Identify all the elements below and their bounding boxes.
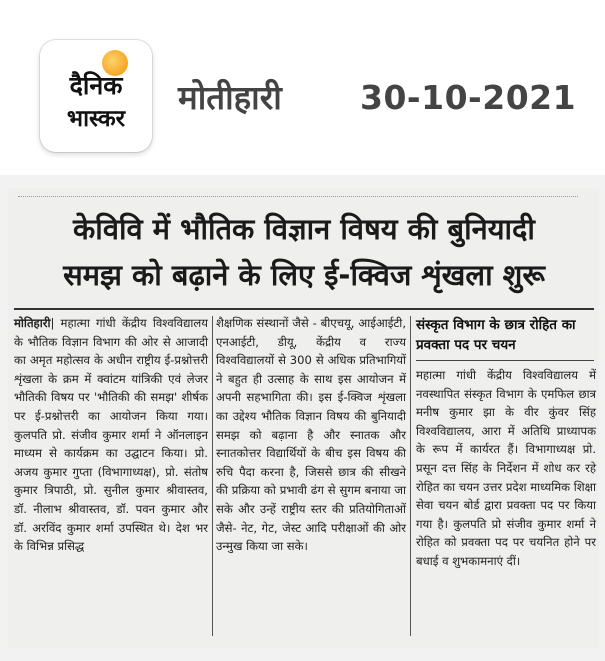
city-name: मोतीहारी [178, 78, 282, 117]
column-2-text: शैक्षणिक संस्थानों जैसे - बीएचयू, आईआईटी, एनआईटी, डीयू, केंद्रीय व राज्य विश्वविद्यालयों से 300 से अधिक प्रतिभागियों ने बहुत ही उत्साह के साथ इस आयोजन में अपनी सहभागिता की। इस ई-क्विज शृंखला का उद्देश्य भौतिक विज्ञान विषय की बुनियादी समझ को बढ़ाना है और स्नातक और स्नातकोत्तर विद्यार्थियों के बीच इस विषय की रुचि पैदा करना है, जिससे छात्र की सीखने की प्रक्रिया को प्रभावी ढंग से सुगम बनाया जा सके और उन्हें राष्ट्रीय स्तर की प्रतियोगिताओं जैसे- नेट, गेट, जेस्ट आदि परीक्षाओं की ओर उन्मुख किया जा सके। [216, 316, 406, 554]
column-divider-1 [212, 316, 213, 636]
column-divider-2 [410, 316, 411, 636]
side-article-text: महात्मा गांधी केंद्रीय विश्वविद्यालय में नवस्थापित संस्कृत विभाग के एमफिल छात्र मनीष कुमार झा के वीर कुंवर सिंह विश्वविद्यालय, आरा में अतिथि प्राध्यापक के रूप में कार्यरत हैं। विभागाध्यक्ष प्रो. प्रसून दत्त सिंह के निर्देशन में शोध कर रहे रोहित का चयन उत्तर प्रदेश माध्यमिक शिक्षा सेवा चयन बोर्ड द्वारा प्रवक्ता पद पर किया गया है। कुलपति प्रो संजीव कुमार शर्मा ने रोहित को प्रवक्ता पद पर चयनित होने पर बधाई व शुभकामनाएं दीं। [416, 368, 596, 568]
side-article-body [416, 366, 596, 571]
dainik-bhaskar-logo [40, 40, 152, 152]
headline-line-1: केविवि में भौतिक विज्ञान विषय की बुनियादी [73, 212, 535, 246]
article-column-2 [216, 314, 406, 556]
headline-line-2: समझ को बढ़ाने के लिए ई-क्विज शृंखला शुरू [63, 258, 545, 292]
dateline: मोतिहारी [14, 316, 51, 330]
headline-rule [14, 308, 594, 310]
logo-text-line2: भास्कर [66, 106, 126, 132]
main-headline [14, 206, 594, 298]
side-headline-rule [416, 360, 594, 361]
page-header [0, 0, 605, 175]
top-edge-dots [18, 190, 578, 197]
newspaper-clipping [8, 188, 599, 648]
side-article-headline: संस्कृत विभाग के छात्र रोहित का प्रवक्ता पद पर चयन [416, 317, 576, 353]
article-column-1: मोतिहारी| महात्मा गांधी केंद्रीय विश्वविद्यालय के भौतिक विज्ञान विभाग की ओर से आजादी का अमृत महोत्सव के अधीन राष्ट्रीय ई-प्रश्नोत्तरी शृंखला के क्रम में क्वांटम यांत्रिकी एवं लेजर भौतिकी विषय पर 'भौतिकी की समझ' शीर्षक पर ई-प्रश्नोत्तरी का आयोजन किया गया। कुलपति प्रो. संजीव कुमार शर्मा ने ऑनलाइन माध्यम से कार्यक्रम का उद्घाटन किया। प्रो. अजय कुमार गुप्ता (विभागाध्यक्ष), प्रो. संतोष कुमार त्रिपाठी, प्रो. सुनील कुमार श्रीवास्तव, डॉ. नीलाभ श्रीवास्तव, डॉ. पवन कुमार और डॉ. अरविंद कुमार शर्मा उपस्थित थे। देश भर के विभिन्न प्रसिद्ध [14, 316, 208, 554]
column-1-text: महात्मा गांधी केंद्रीय विश्वविद्यालय के भौतिक विज्ञान विभाग की ओर से आजादी का अमृत महोत्सव के अधीन राष्ट्रीय ई-प्रश्नोत्तरी शृंखला के क्रम में क्वांटम यांत्रिकी एवं लेजर भौतिकी विषय पर 'भौतिकी की समझ' शीर्षक पर ई-प्रश्नोत्तरी का आयोजन किया गया। कुलपति प्रो. संजीव कुमार शर्मा ने ऑनलाइन माध्यम से कार्यक्रम का उद्घाटन किया। प्रो. अजय कुमार गुप्ता (विभागाध्यक्ष), प्रो. संतोष कुमार त्रिपाठी, प्रो. सुनील कुमार श्रीवास्तव, डॉ. नीलाभ श्रीवास्तव, डॉ. पवन कुमार और डॉ. अरविंद कुमार शर्मा उपस्थित थे। देश भर के विभिन्न प्रसिद्ध [14, 316, 208, 554]
edition-date: 30-10-2021 [360, 78, 577, 117]
logo-text-line1: दैनिक [69, 71, 123, 100]
